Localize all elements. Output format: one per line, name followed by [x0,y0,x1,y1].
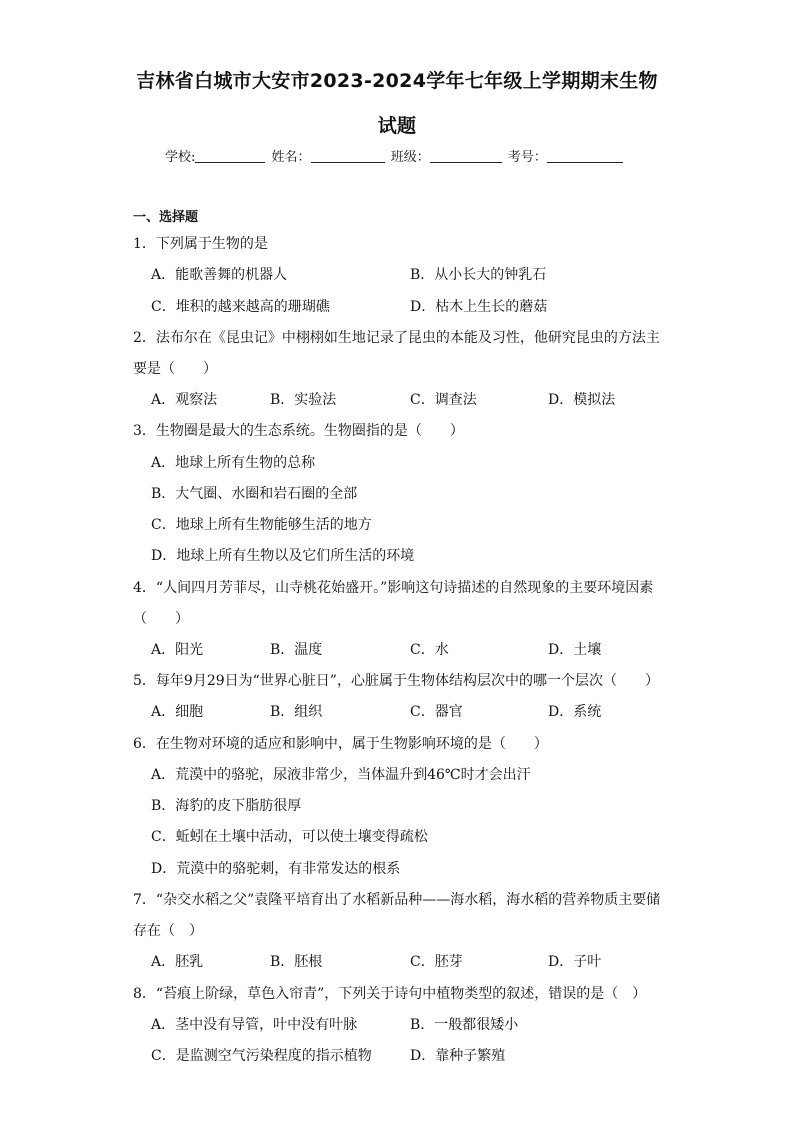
question-1-stem: 1．下列属于生物的是 [133,236,268,252]
school-blank[interactable] [195,150,265,163]
exam-title-line-1: 吉林省白城市大安市2023-2024学年七年级上学期期末生物 [136,70,658,92]
question-7-stem-line-2: 存在（ ） [133,923,203,939]
question-2-option-a: A．观察法 [151,392,218,408]
question-7-option-c: C．胚芽 [410,954,463,970]
question-5-option-b: B．组织 [270,704,323,720]
question-8-option-c: C．是监测空气污染程度的指示植物 [151,1048,372,1064]
section-heading: 一、选择题 [133,210,199,225]
exam-title-line-2: 试题 [377,115,417,137]
question-1-option-b: B．从小长大的钟乳石 [410,267,547,283]
question-5-option-a: A．细胞 [151,704,204,720]
question-3-option-b: B．大气圈、水圈和岩石圈的全部 [151,486,358,502]
school-label: 学校: [165,150,196,165]
name-label: 姓名： [271,150,311,165]
question-2-option-c: C．调查法 [410,392,477,408]
name-blank[interactable] [311,150,385,163]
question-5-option-d: D．系统 [548,704,602,720]
question-8-option-b: B．一般都很矮小 [410,1017,519,1033]
question-6-option-a: A．荒漠中的骆驼，尿液非常少，当体温升到46℃时才会出汗 [151,767,531,783]
question-7-stem-line-1: 7．“杂交水稻之父”袁隆平培育出了水稻新品种——海水稻，海水稻的营养物质主要储 [133,892,661,908]
number-blank[interactable] [547,150,623,163]
question-5-stem: 5．每年9月29日为“世界心脏日”，心脏属于生物体结构层次中的哪一个层次（ ） [133,673,659,689]
question-6-stem: 6．在生物对环境的适应和影响中，属于生物影响环境的是（ ） [133,736,548,752]
question-4-option-d: D．土壤 [548,642,602,658]
question-3-option-a: A．地球上所有生物的总称 [151,455,316,471]
question-1-option-c: C．堆积的越来越高的珊瑚礁 [151,299,330,315]
question-8-stem: 8．“苔痕上阶绿，草色入帘青”，下列关于诗句中植物类型的叙述，错误的是（ ） [133,986,647,1002]
question-3-stem: 3．生物圈是最大的生态系统。生物圈指的是（ ） [133,423,464,439]
question-8-option-d: D．靠种子繁殖 [410,1048,506,1064]
question-4-option-b: B．温度 [270,642,323,658]
question-1-option-d: D．枯木上生长的蘑菇 [410,299,548,315]
class-blank[interactable] [430,150,502,163]
question-5-option-c: C．器官 [410,704,463,720]
question-1-option-a: A．能歌善舞的机器人 [151,267,288,283]
question-2-stem-line-1: 2．法布尔在《昆虫记》中栩栩如生地记录了昆虫的本能及习性，他研究昆虫的方法主 [133,330,660,346]
question-8-option-a: A．茎中没有导管，叶中没有叶脉 [151,1017,358,1033]
question-7-option-d: D．子叶 [548,954,602,970]
question-4-option-c: C．水 [410,642,449,658]
student-info-row [165,146,625,165]
question-2-option-b: B．实验法 [270,392,337,408]
question-6-option-c: C．蚯蚓在土壤中活动，可以使土壤变得疏松 [151,829,428,845]
question-7-option-a: A．胚乳 [151,954,204,970]
question-6-option-b: B．海豹的皮下脂肪很厚 [151,798,302,814]
question-4-stem-line-2: （ ） [133,611,189,627]
number-label: 考号： [507,150,547,165]
question-3-option-d: D．地球上所有生物以及它们所生活的环境 [151,548,415,564]
question-4-stem-line-1: 4．“人间四月芳菲尽，山寺桃花始盛开。”影响这句诗描述的自然现象的主要环境因素 [133,580,654,596]
class-label: 班级： [390,150,430,165]
question-2-stem-line-2: 要是（ ） [133,361,217,377]
question-7-option-b: B．胚根 [270,954,323,970]
question-6-option-d: D．荒漠中的骆驼刺，有非常发达的根系 [151,861,401,877]
question-2-option-d: D．模拟法 [548,392,616,408]
question-3-option-c: C．地球上所有生物能够生活的地方 [151,517,372,533]
question-4-option-a: A．阳光 [151,642,204,658]
